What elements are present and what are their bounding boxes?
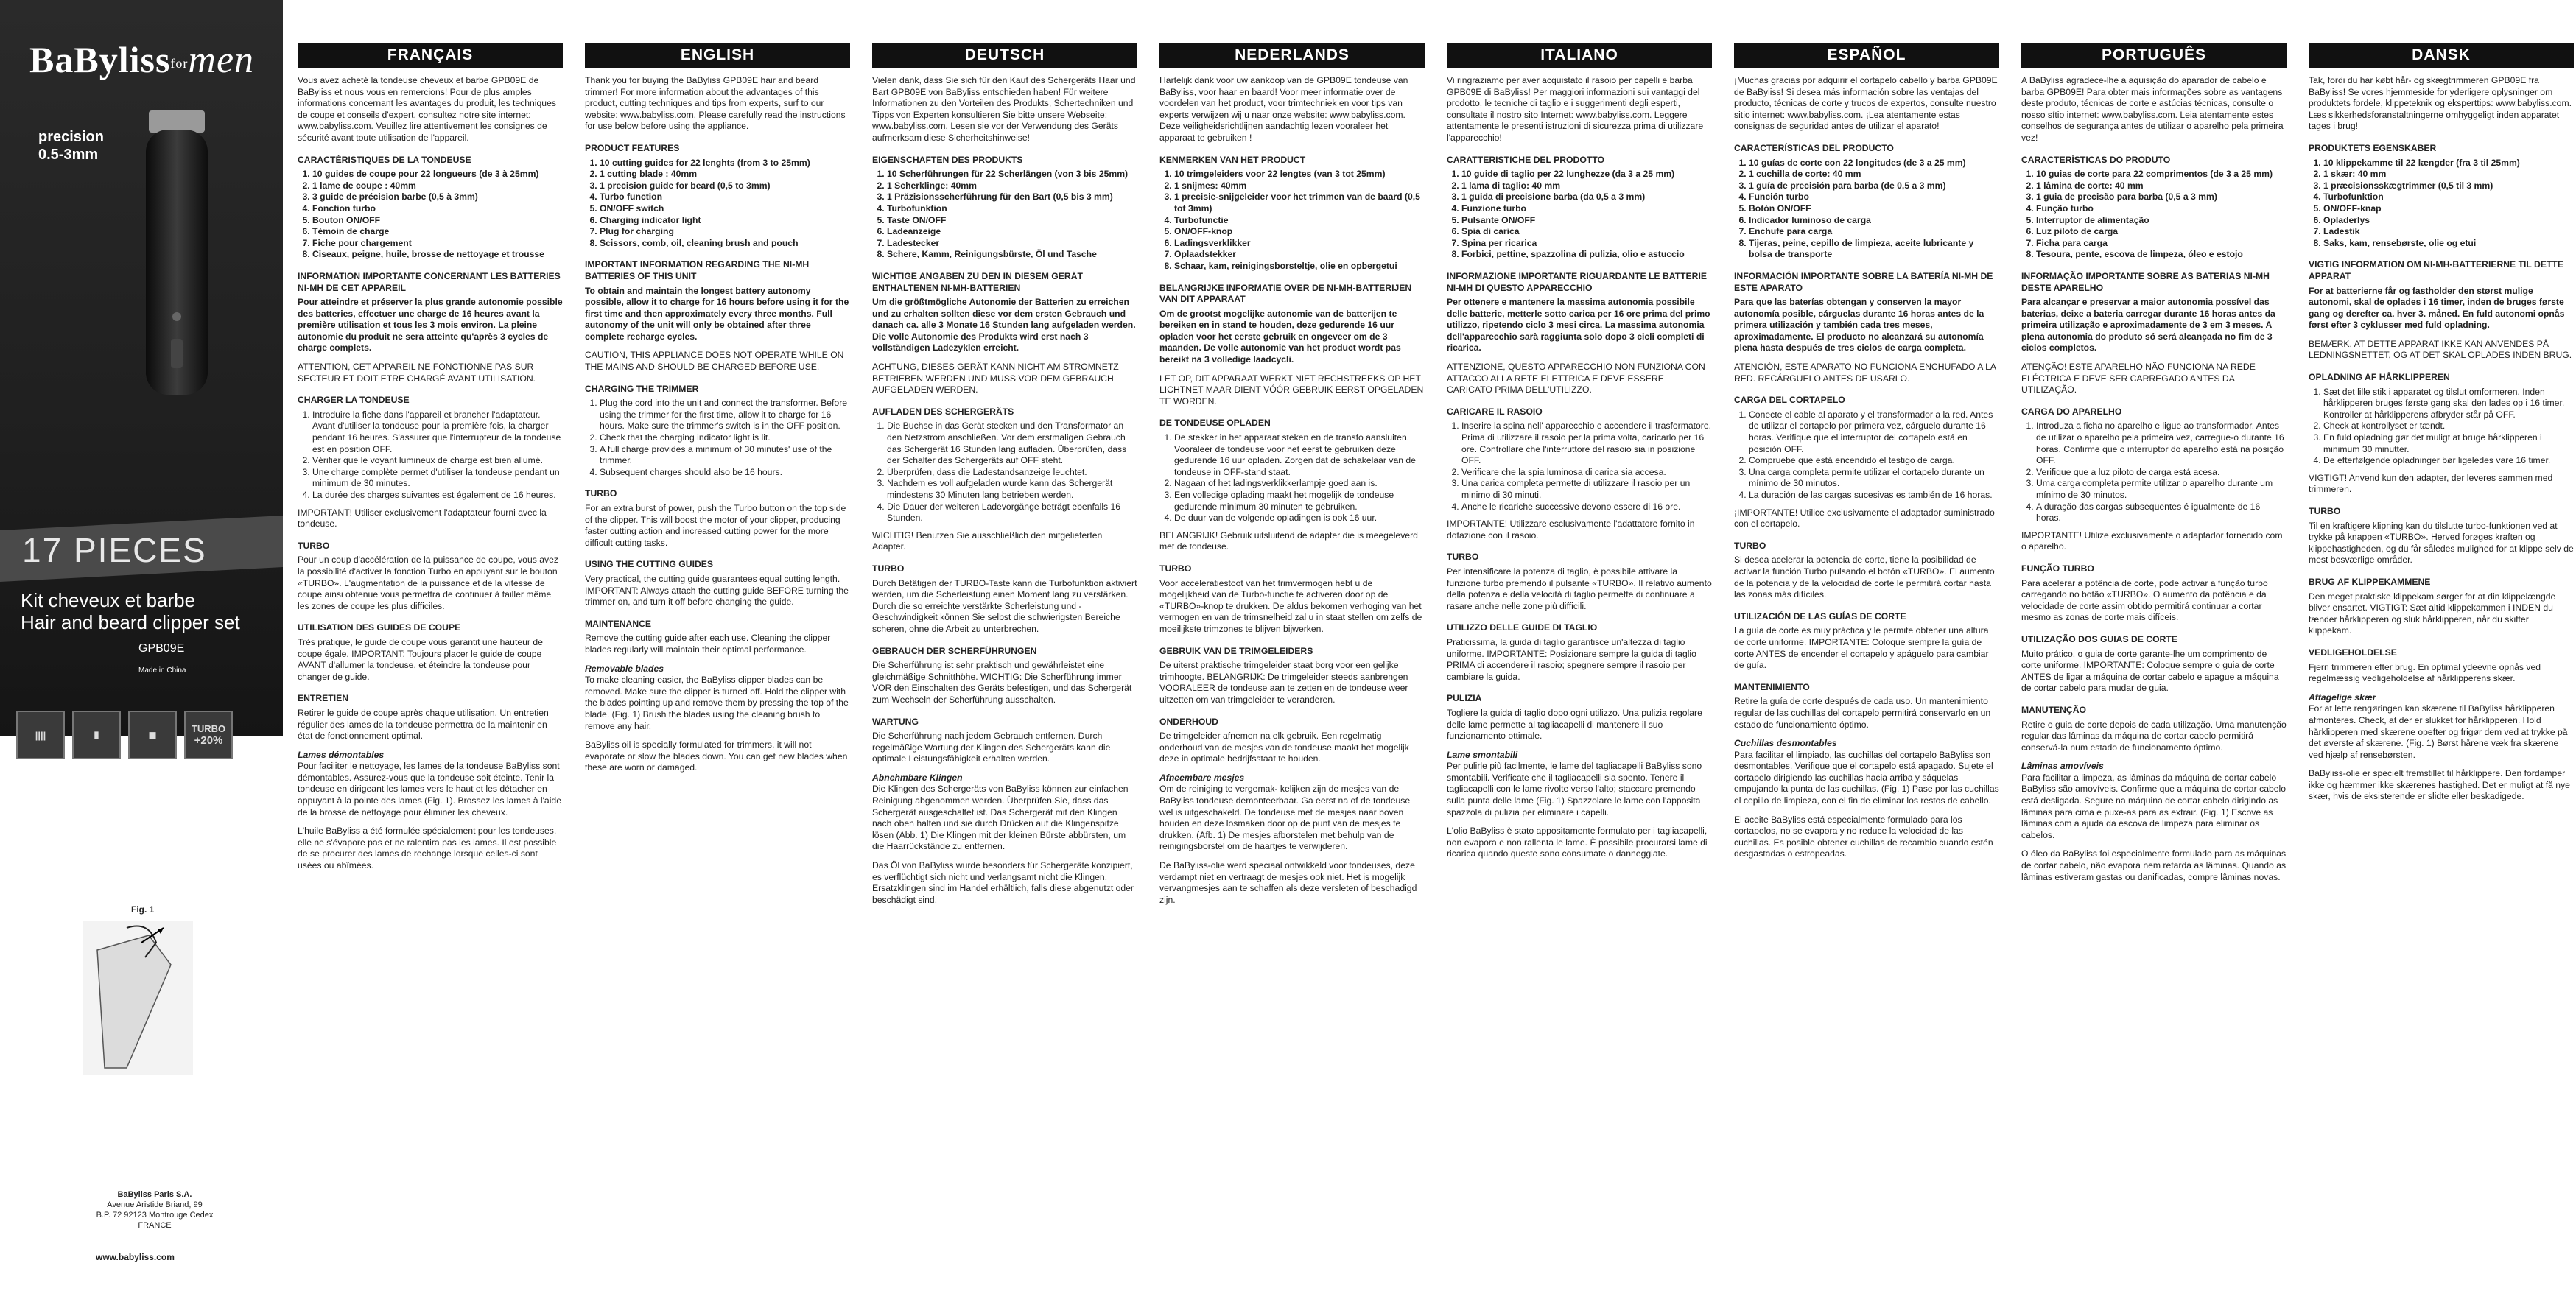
turbo-heading: TURBO — [1734, 540, 1766, 551]
maintenance-heading: MANUTENÇÃO — [2021, 704, 2087, 715]
charge-steps-item: 4. Anche le ricariche successive devono essere di 16 ore. — [1461, 502, 1712, 513]
features-list-item: 8. Saks, kam, rensebørste, olie og etui — [2323, 238, 2574, 250]
features-list-item: 2. 1 cuchilla de corte: 40 mm — [1749, 169, 1999, 180]
features-list-item: 4. Turbo function — [600, 191, 850, 203]
kit-title-en: Hair and beard clipper set — [21, 611, 240, 633]
features-list-item: 3. 1 precisie-snijgeleider voor het trimmen van de baard (0,5 tot 3mm) — [1174, 191, 1425, 214]
charge-steps-item: 3. Uma carga completa permite utilizar o aparelho durante um mínimo de 30 minutos. — [2036, 478, 2287, 501]
kit-title-fr: Kit cheveux et barbe — [21, 589, 196, 611]
features-list-item: 6. Opladerlys — [2323, 215, 2574, 227]
figure-label: Fig. 1 — [131, 904, 155, 915]
guides-heading: GEBRAUCH DER SCHERFÜHRUNGEN — [872, 645, 1037, 656]
features-list-item: 1. 10 guide di taglio per 22 lunghezze (da 3 a 25 mm) — [1461, 169, 1712, 180]
column-italiano — [1447, 43, 1712, 868]
charge-steps-item: 3. En fuld opladning gør det muligt at bruge hårklipperen i minimum 30 minutter. — [2323, 432, 2574, 455]
precision-label — [38, 128, 104, 163]
features-list-item: 3. 1 præcisionsskægtrimmer (0,5 til 3 mm) — [2323, 180, 2574, 192]
battery-heading: INFORMACIÓN IMPORTANTE SOBRE LA BATERÍA NI-MH DE ESTE APARATO — [1734, 270, 1993, 293]
guides-heading: UTILIZZO DELLE GUIDE DI TAGLIO — [1447, 622, 1598, 633]
features-list-item: 8. Schere, Kamm, Reinigungsbürste, Öl und Tasche — [887, 249, 1137, 261]
battery-text: Per ottenere e mantenere la massima autonomia possibile delle batterie, metterle sotto carica per 16 ore prima del primo utilizzo, ripetendo ciclo 3 mesi circa. La massima autonomia dell'apparecchio sarà raggiunta solo dopo 3 cicli completi di ricarica. — [1447, 297, 1710, 353]
blades-text: Para facilitar a limpeza, as lâminas da máquina de cortar cabelo BaByliss são amovíveis. Confirme que a máquina de cortar cabelo está desligada. Segure na máquina de cortar cabelo dirigindo as lâminas para cima e puxe-as para as extrair. (Fig. 1) Escove as lâminas com a ajuda da escova de limpeza para eliminar os cabelos. — [2021, 772, 2287, 840]
charge-steps — [585, 398, 850, 478]
charge-steps — [2309, 387, 2574, 467]
features-list-item: 5. Botón ON/OFF — [1749, 203, 1999, 215]
battery-text: Para que las baterías obtengan y conserven la mayor autonomía posible, cárguelas durante 16 horas antes de la primera utilización y también cada tres meses, aproximadamente. El producto no alcanzará su autonomía plena hasta después de tres ciclos de carga completa. — [1734, 297, 1984, 353]
features-list — [2021, 169, 2287, 261]
maintenance-text: Fjern trimmeren efter brug. En optimal ydeevne opnås ved regelmæssig vedligeholdelse af hårklipperens skær. — [2309, 661, 2541, 684]
battery-text: Om de grootst mogelijke autonomie van de batterijen te bereiken en in stand te houden, deze gedurende 16 uur opladen voor het eerste gebruik en ongeveer om de 3 maanden. De volle autonomie van het product wordt pas bereikt na 3 volledige laadcycli. — [1159, 308, 1401, 365]
features-list-item: 7. Oplaadstekker — [1174, 249, 1425, 261]
charge-steps-item: 3. Una carga completa permite utilizar el cortapelo durante un mínimo de 30 minutos. — [1749, 467, 1999, 490]
charge-steps-item: 1. Inserire la spina nell' apparecchio e accendere il trasformatore. Prima di utilizzare il rasoio per la prima volta, caricarlo per 16 ore. Controllare che l'interruttore del rasoio sia in posizione OFF. — [1461, 421, 1712, 466]
pouch-icon: ◼ — [128, 711, 177, 759]
charge-steps-item: 2. Überprüfen, dass die Ladestandsanzeige leuchtet. — [887, 467, 1137, 479]
features-list-item: 7. Ladestecker — [887, 238, 1137, 250]
maintenance-text: Togliere la guida di taglio dopo ogni utilizzo. Una pulizia regolare delle lame permette al tagliacapelli di mantenere il suo funzionamento ottimale. — [1447, 707, 1702, 742]
maintenance-heading: MAINTENANCE — [585, 618, 652, 629]
caution-text: ATTENTION, CET APPAREIL NE FONCTIONNE PAS SUR SECTEUR ET DOIT ETRE CHARGÉ AVANT UTILISATION. — [298, 362, 536, 384]
charge-steps-item: 1. Die Buchse in das Gerät stecken und den Transformator an den Netzstrom anschließen. Vor dem erstmaligen Gebrauch das Schergerät 16 Stunden lang aufladen. Überprüfen, dass der Schalter des Schergeräts auf OFF steht. — [887, 421, 1137, 466]
turbo-heading: TURBO — [1159, 563, 1192, 574]
brand-name: BaByliss — [29, 39, 171, 80]
features-list-item: 1. 10 guias de corte para 22 comprimentos (de 3 a 25 mm) — [2036, 169, 2287, 180]
column-dansk — [2309, 43, 2574, 810]
features-list-item: 8. Tesoura, pente, escova de limpeza, óleo e estojo — [2036, 249, 2287, 261]
features-list — [1734, 158, 1999, 261]
charge-heading: DE TONDEUSE OPLADEN — [1159, 418, 1271, 429]
guides-text: Très pratique, le guide de coupe vous garantit une hauteur de coupe égale. IMPORTANT: Toujours placer le guide de coupe AVANT d'allumer la tondeuse, et éteindre la tondeuse pour changer de guide. — [298, 636, 543, 682]
features-heading: CARACTERÍSTICAS DEL PRODUCTO — [1734, 142, 1894, 153]
charge-steps — [872, 421, 1137, 524]
charge-note: VIGTIGT! Anvend kun den adapter, der leveres sammen med trimmeren. — [2309, 472, 2553, 495]
features-list-item: 4. Turbofunktion — [887, 203, 1137, 215]
comb-guides-icon: |||| — [16, 711, 65, 759]
charge-note: IMPORTANT! Utiliser exclusivement l'adaptateur fourni avec la tondeuse. — [298, 507, 547, 530]
battery-text: Um die größtmögliche Autonomie der Batterien zu erreichen und zu erhalten sollten diese vor dem ersten Gebrauch und danach ca. alle 3 Monate 16 Stunden lang aufgeladen werden. Die volle Autonomie des Produkts wird erst nach 3 vollständigen Ladezyklen erreicht. — [872, 297, 1136, 353]
features-list-item: 2. 1 snijmes: 40mm — [1174, 180, 1425, 192]
features-list-item: 1. 10 klippekamme til 22 længder (fra 3 til 25mm) — [2323, 158, 2574, 169]
features-list-item: 1. 10 cutting guides for 22 lenghts (from 3 to 25mm) — [600, 158, 850, 169]
language-heading: ENGLISH — [585, 43, 850, 68]
battery-heading: VIGTIG INFORMATION OM NI-MH-BATTERIERNE TIL DETTE APPARAT — [2309, 259, 2563, 281]
charge-steps-item: 3. A full charge provides a minimum of 30 minutes' use of the trimmer. — [600, 444, 850, 467]
turbo-text: For an extra burst of power, push the Turbo button on the top side of the clipper. This will boost the motor of your clipper, producing faster cutting action and increased cutting power for the more difficult cutting tasks. — [585, 503, 846, 548]
charge-heading: CARICARE IL RASOIO — [1447, 406, 1543, 417]
features-list-item: 3. 1 precision guide for beard (0,5 to 3mm) — [600, 180, 850, 192]
features-heading: PRODUCT FEATURES — [585, 142, 680, 153]
features-list-item: 2. 1 Scherklinge: 40mm — [887, 180, 1137, 192]
guides-text: Very practical, the cutting guide guarantees equal cutting length. IMPORTANT: Always attach the cutting guide BEFORE turning the trimmer on, and turn it off before changing the guide. — [585, 573, 849, 608]
features-list — [585, 158, 850, 250]
features-list-item: 7. Spina per ricarica — [1461, 238, 1712, 250]
features-list — [1447, 169, 1712, 261]
charge-steps-item: 4. A duração das cargas subsequentes é igualmente de 16 horas. — [2036, 502, 2287, 524]
features-list-item: 8. Tijeras, peine, cepillo de limpieza, aceite lubricante y bolsa de transporte — [1749, 238, 1999, 261]
charge-steps-item: 2. Check that the charging indicator light is lit. — [600, 432, 850, 444]
trimmer-icon: ▮ — [72, 711, 121, 759]
charge-note: WICHTIG! Benutzen Sie ausschließlich den mitgelieferten Adapter. — [872, 530, 1103, 552]
turbo-text: Para acelerar a potência de corte, pode activar a função turbo carregando no botão «TURBO». O aumento da potência e da velocidade de corte assim obtido permitirá continuar a cortar mesmo as zonas de corte mais difíceis. — [2021, 577, 2268, 623]
features-list-item: 7. Ladestik — [2323, 226, 2574, 238]
company-name: BaByliss Paris S.A. — [117, 1190, 192, 1199]
blades-text: Per pulirle più facilmente, le lame del tagliacapelli BaByliss sono smontabili. Verificate che il tagliacapelli sia spento. Tenere il tagliacapelli con le lame rivolte verso l'alto; staccare premendo sulla punta delle lame (Fig. 1) Spazzolare le lame con l'apposita spazzola di pulizia per eliminare i capelli. — [1447, 761, 1702, 817]
oil-text: BaByliss-olie er specielt fremstillet til hårklippere. Den fordamper ikke og hæmmer ikke skærenes hastighed. Det er muligt at få nye skær, hvis de eksisterende er slidte eller beskadigede. — [2309, 768, 2570, 802]
battery-heading: BELANGRIJKE INFORMATIE OVER DE NI-MH-BATTERIJEN VAN DIT APPARAAT — [1159, 282, 1412, 305]
blades-text: Die Klingen des Schergeräts von BaByliss können zur einfachen Reinigung abgenommen werden. Überprüfen Sie, dass das Schergerät ausgeschaltet ist. Das Schergerät mit den Klingen nach oben halten und sie durch Drücken auf die Klingenspitze lösen (Abb. 1) Die Klingen mit der kleinen Bürste abbürsten, um die Haarrückstände zu entfernen. — [872, 784, 1129, 852]
charge-steps-item: 2. Nagaan of het ladingsverklikkerlampje goed aan is. — [1174, 478, 1425, 490]
features-list-item: 8. Scissors, comb, oil, cleaning brush and pouch — [600, 238, 850, 250]
features-list-item: 2. 1 lama di taglio: 40 mm — [1461, 180, 1712, 192]
features-list-item: 4. Funzione turbo — [1461, 203, 1712, 215]
features-list — [1159, 169, 1425, 272]
features-heading: CARATTERISTICHE DEL PRODOTTO — [1447, 154, 1604, 165]
charge-steps — [1159, 432, 1425, 524]
charge-heading: CHARGING THE TRIMMER — [585, 383, 699, 394]
oil-text: L'huile BaByliss a été formulée spécialement pour les tondeuses, elle ne s'évapore pas et ne ralentira pas les lames. Il est possible de se procurer des lames de rechange lorsque celles-ci sont usées ou abîmées. — [298, 826, 557, 871]
features-heading: PRODUKTETS EGENSKABER — [2309, 142, 2437, 153]
pieces-label: 17 PIECES — [22, 531, 207, 569]
guides-text: De uiterst praktische trimgeleider staat borg voor een gelijke trimhoogte. BELANGRIJK: De trimgeleider steeds aanbrengen VOORALEER de tondeuse aan te zetten en de tondeuse weer uitzetten om van trimgeleider te veranderen. — [1159, 660, 1408, 705]
blades-heading: Removable blades — [585, 663, 664, 674]
features-list-item: 8. Forbici, pettine, spazzolina di pulizia, olio e astuccio — [1461, 249, 1712, 261]
maintenance-text: Retire o guia de corte depois de cada utilização. Uma manutenção regular das lâminas da máquina de cortar cabelo permitirá conservá-la num estado de funcionamento óptimo. — [2021, 719, 2287, 753]
language-heading: DEUTSCH — [872, 43, 1137, 68]
guides-heading: USING THE CUTTING GUIDES — [585, 559, 714, 570]
charge-note: ¡IMPORTANTE! Utilice exclusivamente el adaptador suministrado con el cortapelo. — [1734, 507, 1995, 530]
turbo-text: Durch Betätigen der TURBO-Taste kann die Turbofunktion aktiviert werden, um die Scherleistung einen Moment lang zu verstärken. Durch die so erreichte verstärkte Scherleistung und -Geschwindigkeit können Sie selbst die schwierigsten Bereiche scheren, ohne die Arbeit zu unterbrechen. — [872, 577, 1137, 634]
turbo-heading: TURBO — [585, 488, 617, 499]
charge-steps-item: 1. De stekker in het apparaat steken en de transfo aansluiten. Vooraleer de tondeuse voor het eerst te gebruiken deze gedurende 16 uur opladen. Zorgen dat de schakelaar van de tondeuse in OFF-stand staat. — [1174, 432, 1425, 478]
column-francais — [298, 43, 563, 879]
address-block — [66, 1189, 243, 1231]
turbo-text: Si desea acelerar la potencia de corte, tiene la posibilidad de activar la función Turbo pulsando el botón «TURBO». El aumento de la potencia y de la velocidad de corte le permitirá cortar hasta las zonas más difíciles. — [1734, 555, 1995, 600]
features-list-item: 6. Spia di carica — [1461, 226, 1712, 238]
features-list-item: 1. 10 guides de coupe pour 22 longueurs (de 3 à 25mm) — [312, 169, 563, 180]
features-list-item: 3. 1 guia de precisão para barba (0,5 a 3 mm) — [2036, 191, 2287, 203]
column-portugues — [2021, 43, 2287, 890]
charge-steps-item: 2. Check at kontrollyset er tændt. — [2323, 421, 2574, 432]
made-in: Made in China — [138, 666, 186, 675]
caution-text: ATENCIÓN, ESTE APARATO NO FUNCIONA ENCHUFADO A LA RED. RECÁRGUELO ANTES DE USARLO. — [1734, 362, 1996, 384]
charge-steps-item: 4. Die Dauer der weiteren Ladevorgänge beträgt ebenfalls 16 Stunden. — [887, 502, 1137, 524]
guides-text: Den meget praktiske klippekam sørger for at din klippelængde bliver ensartet. VIGTIGT: Sæt altid klippekammen i INDEN du tænder hårklipperen og sluk hårklipperen, når du skifter klippekam. — [2309, 591, 2556, 636]
intro-text: ¡Muchas gracias por adquirir el cortapelo cabello y barba GPB09E de BaByliss! Si desea más información sobre las ventajas del producto, técnicas de corte y trucos de expertos, consulte nuestro sitio internet: www.babyliss.com. ¡Lea atentamente estas consignas de seguridad antes de utilizar el aparato! — [1734, 75, 1998, 132]
features-list-item: 5. Pulsante ON/OFF — [1461, 215, 1712, 227]
charge-steps-item: 3. Een volledige oplading maakt het mogelijk de tondeuse gedurende minimum 30 minuten te gebruiken. — [1174, 490, 1425, 513]
turbo-icon — [184, 711, 233, 759]
maintenance-heading: MANTENIMIENTO — [1734, 681, 1810, 692]
turbo-icon-plus: +20% — [194, 734, 223, 747]
features-list-item: 5. Bouton ON/OFF — [312, 215, 563, 227]
blade-removal-figure — [83, 921, 193, 1075]
battery-text: Para alcançar e preservar a maior autonomia possível das baterias, deixe a bateria carregar durante 16 horas antes da primeira utilização e aproximadamente de 3 em 3 meses. A plena autonomia do produto só será alcançada no fim de 3 ciclos completos. — [2021, 297, 2275, 353]
features-list-item: 7. Plug for charging — [600, 226, 850, 238]
turbo-text: Pour un coup d'accélération de la puissance de coupe, vous avez la possibilité d'activer la fonction Turbo en appuyant sur le bouton «TURBO». L'augmentation de la puissance et de la vitesse de coupe ainsi obtenue vous permettra de continuer à tailler même les zones de coupe les plus difficiles. — [298, 555, 558, 611]
features-list-item: 1. 10 guías de corte con 22 longitudes (de 3 a 25 mm) — [1749, 158, 1999, 169]
charge-heading: CHARGER LA TONDEUSE — [298, 395, 410, 406]
blades-heading: Aftagelige skær — [2309, 692, 2376, 703]
turbo-text: Voor acceleratiestoot van het trimvermogen hebt u de mogelijkheid van de Turbo-functie te activeren door op de «TURBO»-knop te drukken. De aldus bekomen verhoging van het vermogen en van de trimsnelheid zal u in staat stellen om zelfs de moeilijkste trimzones te blijven bijwerken. — [1159, 577, 1422, 634]
charge-steps-item: 3. Une charge complète permet d'utiliser la tondeuse pendant un minimum de 30 minutes. — [312, 467, 563, 490]
charge-heading: CARGA DO APARELHO — [2021, 406, 2122, 417]
intro-text: Tak, fordi du har købt hår- og skægtrimmeren GPB09E fra BaByliss! Se vores hjemmeside for yderligere oplysninger om produktets fordele, klippeteknik og eksperttips: www.babyliss.com. Læs sikkerhedsforanstaltningerne omhyggeligt inden apparatet tages i brug! — [2309, 75, 2572, 132]
guides-text: Muito prático, o guia de corte garante-lhe um comprimento de corte uniforme. IMPORTANTE: Coloque sempre o guia de corte ANTES de ligar a máquina de cortar cabelo e apague a máquina de cortar cabelo para mudar de guia. — [2021, 648, 2279, 694]
language-heading: FRANÇAIS — [298, 43, 563, 68]
charge-steps — [2021, 421, 2287, 524]
column-english — [585, 43, 850, 781]
clipper-image — [133, 110, 221, 398]
charge-heading: OPLADNING AF HÅRKLIPPEREN — [2309, 372, 2450, 383]
oil-text: De BaByliss-olie werd speciaal ontwikkeld voor tondeuses, deze verdampt niet en vertraagt de mesjes ook niet. Het is mogelijk vervangmesjes aan te schaffen als deze versleten of beschadigd zijn. — [1159, 860, 1417, 905]
maintenance-heading: WARTUNG — [872, 716, 919, 727]
intro-text: Vi ringraziamo per aver acquistato il rasoio per capelli e barba GPB09E di BaByliss! Per maggiori informazioni sui vantaggi del prodotto, le tecniche di taglio e i suggerimenti degli esperti, consultate il nostro sito Internet: www.babyliss.com. Leggere attentamente le presenti istruzioni di sicurezza prima di utilizzare l'apparecchio! — [1447, 75, 1704, 143]
battery-heading: WICHTIGE ANGABEN ZU DEN IN DIESEM GERÄT ENTHALTENEN NI-MH-BATTERIEN — [872, 270, 1083, 293]
intro-text: Hartelijk dank voor uw aankoop van de GPB09E tondeuse van BaByliss, voor haar en baard! Voor meer informatie over de voordelen van het product, voor trimtechniek en voor tips van experts verwijzen wij u naar onze website: www.babyliss.com. Deze veiligheidsrichtlijnen aandachtig lezen vooraleer het apparaat te gebruiken ! — [1159, 75, 1408, 143]
battery-text: For at batterierne får og fastholder den størst mulige autonomi, skal de oplades i 16 timer, inden de bruges første gang og derefter ca. hver 3. måned. En fuld autonomi opnås først efter 3 cyklusser med fuld opladning. — [2309, 285, 2565, 331]
turbo-heading: TURBO — [2309, 506, 2341, 516]
language-heading: ITALIANO — [1447, 43, 1712, 68]
blades-text: Para facilitar el limpiado, las cuchillas del cortapelo BaByliss son desmontables. Verifique que el cortapelo está apagado. Sujete el cortapelo dirigiendo las cuchillas hacia arriba y sáquelas empujando la punta de las cuchillas. (Fig. 1) Pase por las cuchillas el cepillo de limpieza, con el fin de eliminar los restos de cabello. — [1734, 749, 1999, 806]
charge-steps-item: 2. Verifique que a luz piloto de carga está acesa. — [2036, 467, 2287, 479]
address-line1: Avenue Aristide Briand, 99 — [107, 1200, 203, 1209]
features-list — [298, 169, 563, 261]
charge-steps — [1447, 421, 1712, 513]
turbo-text: Per intensificare la potenza di taglio, è possibile attivare la funzione turbo premendo il pulsante «TURBO». Il relativo aumento della potenza e della velocità di taglio permette di continuare a rasare anche nelle zone più difficili. — [1447, 566, 1712, 611]
column-deutsch — [872, 43, 1137, 913]
precision-line1: precision — [38, 129, 104, 145]
blades-text: To make cleaning easier, the BaByliss clipper blades can be removed. Make sure the clipper is turned off. Hold the clipper with the blades pointing up and remove them by pressing the top of the blade. (Fig. 1) Brush the blades using the cleaning brush to remove any hair. — [585, 675, 849, 731]
brand-for: for — [170, 56, 189, 71]
turbo-heading: TURBO — [1447, 552, 1479, 563]
guides-text: Die Scherführung ist sehr praktisch und gewährleistet eine gleichmäßige Schnitthöhe. WICHTIG: Die Scherführung immer VOR den Einschalten des Geräts befestigen, und das Schergerät zum Wechseln der Scherführung ausschalten. — [872, 660, 1132, 705]
feature-icons — [16, 711, 233, 759]
brand-men: men — [188, 39, 255, 81]
features-list-item: 2. 1 lame de coupe : 40mm — [312, 180, 563, 192]
battery-heading: INFORMAZIONE IMPORTANTE RIGUARDANTE LE BATTERIE NI-MH DI QUESTO APPARECCHIO — [1447, 270, 1707, 293]
battery-text: Pour atteindre et préserver la plus grande autonomie possible des batteries, effectuer une charge de 16 heures avant la première utilisation et tous les 3 mois environ. La pleine autonomie du produit ne sera atteinte qu'après 3 cycles de charge complets. — [298, 297, 563, 353]
guides-heading: UTILISATION DES GUIDES DE COUPE — [298, 622, 461, 633]
caution-text: LET OP, DIT APPARAAT WERKT NIET RECHSTREEKS OP HET LICHTNET MAAR DIENT VÓÓR GEBRUIK EERST OPGELADEN TE WORDEN. — [1159, 373, 1424, 407]
features-list-item: 6. Ladeanzeige — [887, 226, 1137, 238]
charge-steps-item: 1. Introduza a ficha no aparelho e ligue ao transformador. Antes de utilizar o aparelho pela primeira vez, carregue-o durante 16 horas. Confirme que o interruptor do aparelho está na posição OFF. — [2036, 421, 2287, 466]
language-heading: PORTUGUÊS — [2021, 43, 2287, 68]
intro-text: Thank you for buying the BaByliss GPB09E hair and beard trimmer! For more information about the advantages of this product, cutting techniques and tips from experts, surf to our website: www.babyliss.com. Please carefully read the instructions for use below before using the appliance. — [585, 75, 846, 132]
language-heading: ESPAÑOL — [1734, 43, 1999, 68]
features-list — [2309, 158, 2574, 250]
intro-text: A BaByliss agradece-lhe a aquisição do aparador de cabelo e barba GPB09E! Para obter mais informações sobre as vantagens deste produto, técnicas de corte e astúcias técnicas, consulte o nosso sítio internet: www.babyliss.com. Leia atentamente estes conselhos de segurança antes de utilizar o aparelho pela primeira vez! — [2021, 75, 2284, 143]
features-list-item: 4. Fonction turbo — [312, 203, 563, 215]
maintenance-heading: PULIZIA — [1447, 693, 1482, 704]
features-list-item: 3. 3 guide de précision barbe (0,5 à 3mm) — [312, 191, 563, 203]
blades-text: Pour faciliter le nettoyage, les lames de la tondeuse BaByliss sont démontables. Assurez-vous que la tondeuse soit éteinte. Tenir la tondeuse en dirigeant les lames vers le haut et les détacher en appuyant à la pointe des lames (Fig. 1). Brossez les lames à l'aide de la brosse de nettoyage pour éliminer les cheveux. — [298, 761, 561, 817]
intro-text: Vous avez acheté la tondeuse cheveux et barbe GPB09E de BaByliss et nous vous en remercions! Pour de plus amples informations concernant les avantages du produit, les techniques de coupe et conseils d'expert, consultez notre site internet: www.babyliss.com. Veuillez lire attentivement les consignes de sécurité avant toute utilisation de l'appareil. — [298, 75, 556, 143]
maintenance-heading: ONDERHOUD — [1159, 716, 1218, 727]
guides-text: La guía de corte es muy práctica y le permite obtener una altura de corte uniforme. IMPORTANTE: Coloque siempre la guía de corte ANTES de encender el cortapelo y apáguelo para cambiar de guía. — [1734, 625, 1989, 671]
features-list-item: 2. 1 cutting blade : 40mm — [600, 169, 850, 180]
battery-heading: IMPORTANT INFORMATION REGARDING THE NI-MH BATTERIES OF THIS UNIT — [585, 259, 810, 281]
website-link[interactable]: www.babyliss.com — [96, 1252, 175, 1262]
features-list-item: 1. 10 Scherführungen für 22 Scherlängen (von 3 bis 25mm) — [887, 169, 1137, 180]
features-list-item: 6. Ladingsverklikker — [1174, 238, 1425, 250]
blades-text: For at lette rengøringen kan skærene til BaByliss hårklipperen afmonteres. Check, at der er slukket for hårklipperen. Hold hårklipperen med skærene opefter og frigør dem ved at trykke på det øverste af skærene. (Fig. 1) Børst hårene væk fra skærene ved hjælp af rensebørsten. — [2309, 703, 2568, 760]
caution-text: BEMÆRK, AT DETTE APPARAT IKKE KAN ANVENDES PÅ LEDNINGSNETTET, OG AT DET SKAL OPLADES INDEN BRUG. — [2309, 338, 2572, 361]
charge-steps-item: 3. Nachdem es voll aufgeladen wurde kann das Schergerät mindestens 30 Minuten lang betrieben werden. — [887, 478, 1137, 501]
intro-text: Vielen dank, dass Sie sich für den Kauf des Schergeräts Haar und Bart GPB09E von BaByliss entschieden haben! Für weitere Informationen zu den Vorteilen des Produkts, Schertechniken und Tipps von Experten konsultieren Sie bitte unsere Webseite: www.babyliss.com. Lesen sie vor der Verwendung des Geräts aufmerksam diese Sicherheitshinweise! — [872, 75, 1136, 143]
charge-steps-item: 4. De duur van de volgende opladingen is ook 16 uur. — [1174, 513, 1425, 524]
oil-text: O óleo da BaByliss foi especialmente formulado para as máquinas de cortar cabelo, não evapora nem retarda as lâminas. Quando as lâminas estiveram gastas ou danificadas, compre lâminas novas. — [2021, 848, 2287, 882]
charge-steps — [1734, 409, 1999, 502]
features-list-item: 5. ON/OFF switch — [600, 203, 850, 215]
charge-steps — [298, 409, 563, 502]
precision-line2: 0.5-3mm — [38, 147, 99, 163]
features-list-item: 7. Fiche pour chargement — [312, 238, 563, 250]
features-list-item: 7. Enchufe para carga — [1749, 226, 1999, 238]
features-list-item: 3. 1 guía de precisión para barba (de 0,5 a 3 mm) — [1749, 180, 1999, 192]
charge-note: IMPORTANTE! Utilize exclusivamente o adaptador fornecido com o aparelho. — [2021, 530, 2283, 552]
turbo-heading: TURBO — [872, 563, 905, 574]
maintenance-heading: VEDLIGEHOLDELSE — [2309, 647, 2397, 658]
charge-steps-item: 3. Una carica completa permette di utilizzare il rasoio per un minimo di 30 minuti. — [1461, 478, 1712, 501]
maintenance-text: Retirer le guide de coupe après chaque utilisation. Un entretien régulier des lames de la tondeuse permettra de la maintenir en état de fonctionnement optimal. — [298, 707, 549, 742]
maintenance-text: Retire la guía de corte después de cada uso. Un mantenimiento regular de las cuchillas del cortapelo permitirá conservarlo en un estado de funcionamiento óptimo. — [1734, 696, 1991, 730]
blades-heading: Cuchillas desmontables — [1734, 738, 1837, 749]
features-list-item: 4. Função turbo — [2036, 203, 2287, 215]
turbo-heading: TURBO — [298, 540, 330, 551]
charge-note: IMPORTANTE! Utilizzare esclusivamente l'adattatore fornito in dotazione con il rasoio. — [1447, 518, 1695, 541]
address-line3: FRANCE — [138, 1221, 172, 1230]
guides-heading: UTILIZACIÓN DE LAS GUÍAS DE CORTE — [1734, 611, 1906, 622]
brand-logo — [29, 38, 254, 82]
charge-note: BELANGRIJK! Gebruik uitsluitend de adapter die is meegeleverd met de tondeuse. — [1159, 530, 1418, 552]
battery-heading: INFORMAÇÃO IMPORTANTE SOBRE AS BATERIAS NI-MH DESTE APARELHO — [2021, 270, 2270, 293]
charge-steps-item: 1. Introduire la fiche dans l'appareil et brancher l'adaptateur. Avant d'utiliser la tondeuse pour la première fois, la charger pendant 16 heures. S'assurer que l'interrupteur de la tondeuse est en position OFF. — [312, 409, 563, 455]
charge-steps-item: 1. Sæt det lille stik i apparatet og tilslut omformeren. Inden hårklipperen bruges første gang skal den lades op i 16 timer. Kontroller at hårklipperens afbryder står på OFF. — [2323, 387, 2574, 421]
features-list-item: 4. Turbofunktion — [2323, 191, 2574, 203]
blades-heading: Lâminas amovíveis — [2021, 761, 2104, 772]
features-heading: CARACTERÍSTICAS DO PRODUTO — [2021, 154, 2171, 165]
features-list-item: 4. Turbofunctie — [1174, 215, 1425, 227]
features-list-item: 3. 1 guida di precisione barba (da 0,5 a 3 mm) — [1461, 191, 1712, 203]
blades-heading: Lame smontabili — [1447, 749, 1518, 760]
features-heading: KENMERKEN VAN HET PRODUCT — [1159, 154, 1306, 165]
charge-steps-item: 1. Conecte el cable al aparato y el transformador a la red. Antes de utilizar el cortapelo por primera vez, cárguelo durante 16 horas. Verifique que el interruptor del cortapelo está en posición OFF. — [1749, 409, 1999, 455]
charge-steps-item: 4. Subsequent charges should also be 16 hours. — [600, 467, 850, 479]
battery-heading: INFORMATION IMPORTANTE CONCERNANT LES BATTERIES NI-MH DE CET APPAREIL — [298, 270, 561, 293]
kit-title — [21, 589, 240, 682]
guides-heading: UTILIZAÇÃO DOS GUIAS DE CORTE — [2021, 633, 2177, 644]
blades-heading: Afneembare mesjes — [1159, 772, 1245, 783]
charge-steps-item: 4. La durée des charges suivantes est également de 16 heures. — [312, 490, 563, 502]
blades-heading: Abnehmbare Klingen — [872, 772, 963, 783]
guides-heading: GEBRUIK VAN DE TRIMGELEIDERS — [1159, 645, 1313, 656]
blades-text: Om de reiniging te vergemak- kelijken zijn de mesjes van de BaByliss tondeuse demonteerbaar. Ga eerst na of de tondeuse wel is uitgeschakeld. De tondeuse met de mesjes naar boven houden en deze losmaken door op de punt van de mesjes te drukken. (Afb. 1) De mesjes afborstelen met behulp van de reinigingsborstel om de haartjes te verwijderen. — [1159, 784, 1411, 852]
maintenance-text: Remove the cutting guide after each use. Cleaning the clipper blades regularly will maintain their optimal performance. — [585, 633, 831, 655]
guides-text: Praticissima, la guida di taglio garantisce un'altezza di taglio uniforme. IMPORTANTE: Posizionare sempre la guida di taglio PRIMA di accendere il rasoio; spegnere sempre il rasoio per cambiare la guida. — [1447, 636, 1696, 682]
features-list-item: 6. Indicador luminoso de carga — [1749, 215, 1999, 227]
maintenance-heading: ENTRETIEN — [298, 693, 349, 704]
features-list-item: 3. 1 Präzisionsscherführung für den Bart (0,5 bis 3 mm) — [887, 191, 1137, 203]
features-heading: EIGENSCHAFTEN DES PRODUKTS — [872, 154, 1023, 165]
language-heading: DANSK — [2309, 43, 2574, 68]
charge-steps-item: 2. Verificare che la spia luminosa di carica sia accesa. — [1461, 467, 1712, 479]
column-nederlands — [1159, 43, 1425, 913]
features-list-item: 5. Interruptor de alimentação — [2036, 215, 2287, 227]
turbo-heading: FUNÇÃO TURBO — [2021, 563, 2094, 574]
maintenance-text: De trimgeleider afnemen na elk gebruik. Een regelmatig onderhoud van de mesjes van de tondeuse maakt het mogelijk deze in optimale bedrijfsstaat te houden. — [1159, 731, 1409, 764]
language-heading: NEDERLANDS — [1159, 43, 1425, 68]
oil-text: BaByliss oil is specially formulated for trimmers, it will not evaporate or slow the blades down. You can get new blades when these are worn or damaged. — [585, 739, 848, 773]
battery-text: To obtain and maintain the longest battery autonomy possible, allow it to charge for 16 hours before using it for the first time and then approximately every three months. Full autonomy of the unit will only be obtained after three complete recharge cycles. — [585, 285, 849, 342]
features-list — [872, 169, 1137, 261]
model-code: GPB09E — [138, 642, 185, 655]
features-list-item: 5. ON/OFF-knap — [2323, 203, 2574, 215]
caution-text: ATTENZIONE, QUESTO APPARECCHIO NON FUNZIONA CON ATTACCO ALLA RETE ELETTRICA E DEVE ESSERE CARICATO PRIMA DELL'UTILIZZO. — [1447, 362, 1705, 395]
address-line2: B.P. 72 92123 Montrouge Cedex — [96, 1211, 214, 1220]
features-heading: CARACTÉRISTIQUES DE LA TONDEUSE — [298, 154, 471, 165]
oil-text: Das Öl von BaByliss wurde besonders für Schergeräte konzipiert, es verflüchtigt sich nicht und verlangsamt nicht die Klingen. Ersatzklingen sind im Handel erhältlich, falls diese abgenutzt oder beschädigt sind. — [872, 860, 1134, 905]
charge-steps-item: 4. La duración de las cargas sucesivas es también de 16 horas. — [1749, 490, 1999, 502]
features-list-item: 8. Ciseaux, peigne, huile, brosse de nettoyage et trousse — [312, 249, 563, 261]
caution-text: ACHTUNG, DIESES GERÄT KANN NICHT AM STROMNETZ BETRIEBEN WERDEN UND MUSS VOR DEM GEBRAUCH AUFGELADEN WERDEN. — [872, 362, 1119, 395]
charge-steps-item: 2. Vérifier que le voyant lumineux de charge est bien allumé. — [312, 455, 563, 467]
features-list-item: 2. 1 lâmina de corte: 40 mm — [2036, 180, 2287, 192]
features-list-item: 6. Témoin de charge — [312, 226, 563, 238]
turbo-text: Til en kraftigere klipning kan du tilslutte turbo-funktionen ved at trykke på knappen «TURBO». Herved forøges kraften og klippehastigheden, og du får således mulighed for at klippe selv de mest besværlige områder. — [2309, 520, 2574, 566]
features-list-item: 6. Charging indicator light — [600, 215, 850, 227]
charge-steps-item: 2. Compruebe que está encendido el testigo de carga. — [1749, 455, 1999, 467]
features-list-item: 1. 10 trimgeleiders voor 22 lengtes (van 3 tot 25mm) — [1174, 169, 1425, 180]
features-list-item: 8. Schaar, kam, reinigingsborsteltje, olie en opbergetui — [1174, 261, 1425, 272]
caution-text: CAUTION, THIS APPLIANCE DOES NOT OPERATE WHILE ON THE MAINS AND SHOULD BE CHARGED BEFORE USE. — [585, 350, 844, 373]
maintenance-text: Die Scherführung nach jedem Gebrauch entfernen. Durch regelmäßige Wartung der Klingen des Schergeräts kann die optimale Leistungsfähigkeit erhalten werden. — [872, 731, 1111, 764]
features-list-item: 7. Ficha para carga — [2036, 238, 2287, 250]
oil-text: El aceite BaByliss está especialmente formulado para los cortapelos, no se evapora y no reduce la velocidad de las cuchillas. Es posible obtener cuchillas de recambio cuando estén desgastadas o estropeadas. — [1734, 814, 1993, 859]
turbo-icon-label: TURBO — [191, 723, 226, 734]
oil-text: L'olio BaByliss è stato appositamente formulato per i tagliacapelli, non evapora e non rallenta le lame. È possibile procurarsi lame di ricarica quando queste sono consumate o danneggiate. — [1447, 826, 1708, 859]
features-list-item: 6. Luz piloto de carga — [2036, 226, 2287, 238]
caution-text: ATENÇÃO! ESTE APARELHO NÃO FUNCIONA NA REDE ELÉCTRICA E DEVE SER CARREGADO ANTES DA UTILIZAÇÃO. — [2021, 362, 2256, 395]
charge-heading: CARGA DEL CORTAPELO — [1734, 395, 1845, 406]
charge-steps-item: 4. De efterfølgende opladninger bør ligeledes vare 16 timer. — [2323, 455, 2574, 467]
features-list-item: 5. Taste ON/OFF — [887, 215, 1137, 227]
blades-heading: Lames démontables — [298, 749, 385, 760]
column-espanol — [1734, 43, 1999, 868]
guides-heading: BRUG AF KLIPPEKAMMENE — [2309, 576, 2431, 587]
charge-heading: AUFLADEN DES SCHERGERÄTS — [872, 406, 1014, 417]
features-list-item: 4. Función turbo — [1749, 191, 1999, 203]
charge-steps-item: 1. Plug the cord into the unit and connect the transformer. Before using the trimmer for the first time, allow it to charge for 16 hours. Make sure the trimmer's switch is in the OFF position. — [600, 398, 850, 432]
features-list-item: 5. ON/OFF-knop — [1174, 226, 1425, 238]
features-list-item: 2. 1 skær: 40 mm — [2323, 169, 2574, 180]
